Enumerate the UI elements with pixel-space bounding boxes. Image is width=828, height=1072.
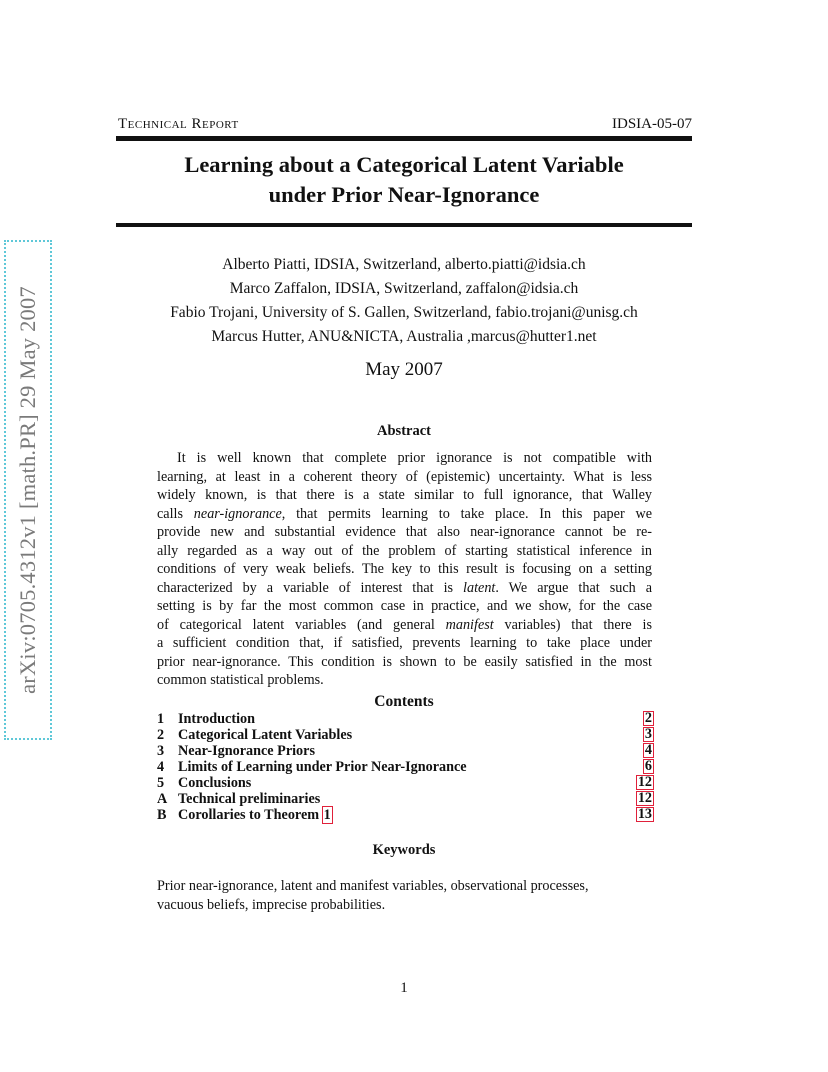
author-line: Marcus Hutter, ANU&NICTA, Australia ,marcus@hutter1.net [211,328,597,345]
toc-page-link[interactable]: 13 [637,806,652,822]
abstract-text [157,449,652,690]
abstract-emphasis: manifest [445,616,494,633]
toc-page-link[interactable]: 12 [637,790,652,806]
toc-title: Technical preliminaries [178,791,321,807]
abstract-line: It is well known that complete prior ignorance is not compatible with [177,450,652,466]
contents-heading: Contents [374,693,434,710]
theorem-ref-link[interactable]: 1 [323,807,331,823]
abstract-line: widely known, is that there is a state similar to full ignorance, that Walley [157,487,652,503]
abstract-line: prior near-ignorance. This condition is shown to be easily satisfied in the most [157,653,652,670]
author-line: Alberto Piatti, IDSIA, Switzerland, alberto.piatti@idsia.ch [222,256,586,273]
toc-title: Introduction [178,711,255,727]
abstract-line: common statistical problems. [157,672,324,688]
publication-date: May 2007 [365,359,443,380]
title-rule-bottom [116,223,692,227]
toc-number: A [157,791,168,807]
toc-page-link[interactable]: 4 [644,742,652,758]
keywords-line: vacuous beliefs, imprecise probabilities. [157,897,386,913]
abstract-fragment: , that permits learning to take place. In this paper we [281,505,653,522]
abstract-line: provide new and substantial evidence that also near-ignorance cannot be re- [157,524,652,540]
abstract-emphasis: latent [463,579,496,596]
report-type-label: Technical Report [118,116,239,132]
keywords-heading: Keywords [372,842,436,858]
keywords-line: Prior near-ignorance, latent and manifest variables, observational processes, [157,878,589,894]
abstract-fragment: characterized by a variable of interest that is [157,579,464,596]
toc-title: Categorical Latent Variables [178,727,353,743]
abstract-line: setting is by far the most common case in practice, and we show, for the case [157,598,652,614]
toc-item-conclusions[interactable] [157,775,653,791]
toc-page-link[interactable]: 6 [644,758,652,774]
title-line-2: under Prior Near-Ignorance [268,182,540,207]
arxiv-identifier[interactable]: arXiv:0705.4312v1 [math.PR] 29 May 2007 [15,286,40,694]
toc-title: Conclusions [178,775,252,791]
author-line: Fabio Trojani, University of S. Gallen, Switzerland, fabio.trojani@unisg.ch [170,304,638,321]
toc-number: 1 [157,711,165,727]
abstract-line: a sufficient condition that, if satisfied, prevents learning to take place under [157,635,652,651]
toc-page-link[interactable]: 2 [644,710,652,726]
toc-number: 4 [157,759,165,775]
author-line: Marco Zaffalon, IDSIA, Switzerland, zaffalon@idsia.ch [229,280,579,297]
abstract-line [157,616,652,635]
author-list [116,253,692,349]
toc-number: B [157,807,167,823]
abstract-fragment: variables) that there is [493,616,652,633]
abstract-line: conditions of very weak beliefs. The key to this result is focusing on a setting [157,561,652,577]
toc-number: 5 [157,775,165,791]
abstract-line [157,505,652,524]
paper-title [116,150,692,210]
toc-number: 3 [157,743,165,759]
keywords-text [157,877,653,915]
toc-number: 2 [157,727,165,743]
toc-item-near-ignorance-priors[interactable] [157,743,653,759]
abstract-line: learning, at least in a coherent theory of (epistemic) uncertainty. What is less [157,468,652,485]
abstract-line: ally regarded as a way out of the problem of starting statistical inference in [157,542,652,559]
abstract-fragment: calls [157,505,194,522]
toc-page-link[interactable]: 12 [637,774,652,790]
title-rule-top [116,136,692,141]
toc-title: Near-Ignorance Priors [178,743,315,759]
abstract-fragment: of categorical latent variables (and general [157,616,446,633]
report-id: IDSIA-05-07 [612,116,692,132]
toc-title-text: Corollaries to Theorem [178,807,323,823]
toc-item-limits-of-learning[interactable] [157,759,653,775]
title-line-1: Learning about a Categorical Latent Variable [184,152,624,177]
toc-title [178,807,332,823]
toc-page-link[interactable]: 3 [644,726,652,742]
toc-item-introduction[interactable] [157,711,653,727]
toc-item-categorical-latent-variables[interactable] [157,727,653,743]
toc-title: Limits of Learning under Prior Near-Ignorance [178,759,467,775]
abstract-emphasis: near-ignorance [193,505,282,522]
abstract-fragment: . We argue that such a [495,579,652,596]
abstract-heading: Abstract [377,423,431,439]
toc-item-corollaries[interactable] [157,807,653,823]
abstract-line [157,579,652,598]
table-of-contents [157,711,653,823]
toc-item-technical-preliminaries[interactable] [157,791,653,807]
page-number: 1 [400,980,408,996]
